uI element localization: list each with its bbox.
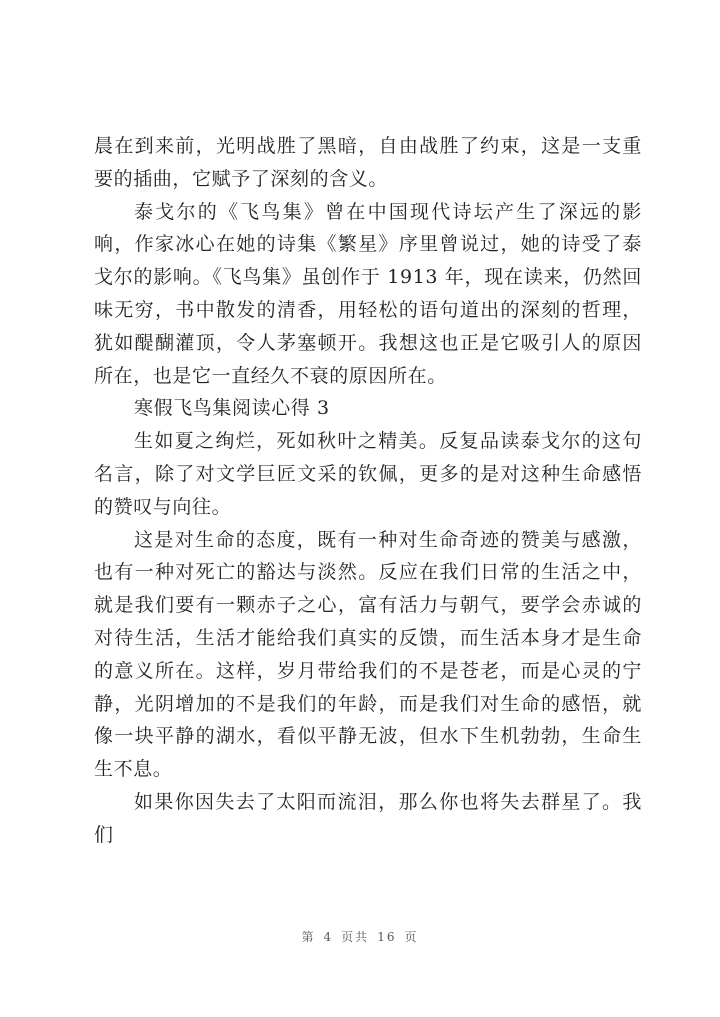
footer-current-page: 4 [323, 930, 334, 944]
page-footer [0, 928, 720, 945]
footer-middle: 页共 [341, 930, 370, 944]
footer-prefix: 第 [301, 930, 316, 944]
paragraph-3: 生如夏之绚烂，死如秋叶之精美。反复品读泰戈尔的这句名言，除了对文学巨匠文采的钦佩，更多的是对这种生命感悟的赞叹与向往。 [94, 430, 642, 518]
footer-suffix: 页 [404, 930, 419, 944]
paragraph-5: 如果你因失去了太阳而流泪，那么你也将失去群星了。我们 [94, 790, 642, 846]
paragraph-2: 泰戈尔的《飞鸟集》曾在中国现代诗坛产生了深远的影响，作家冰心在她的诗集《繁星》序里曾说过，她的诗受了泰戈尔的影响。《飞鸟集》虽创作于 1913 年，现在读来，仍然回味无穷，书中散发的清香，用轻松的语句道出的深刻的哲理，犹如醍醐灌顶，令人茅塞顿开。我想这也正是它吸引人的原因所在，也是它一直经久不衰的原因所在。 [94, 200, 642, 387]
paragraph-4: 这是对生命的态度，既有一种对生命奇迹的赞美与感激，也有一种对死亡的豁达与淡然。反应在我们日常的生活之中，就是我们要有一颗赤子之心，富有活力与朝气，要学会赤诚的对待生活，生活才能给我们真实的反馈，而生活本身才是生命的意义所在。这样，岁月带给我们的不是苍老，而是心灵的宁静，光阴增加的不是我们的年龄，而是我们对生命的感悟，就像一块平静的湖水，看似平静无波，但水下生机勃勃，生命生生不息。 [94, 528, 642, 781]
paragraph-1: 晨在到来前，光明战胜了黑暗，自由战胜了约束，这是一支重要的插曲，它赋予了深刻的含义。 [94, 135, 642, 190]
footer-total-pages: 16 [377, 930, 397, 944]
document-body [94, 130, 642, 852]
section-heading: 寒假飞鸟集阅读心得 3 [134, 397, 330, 420]
